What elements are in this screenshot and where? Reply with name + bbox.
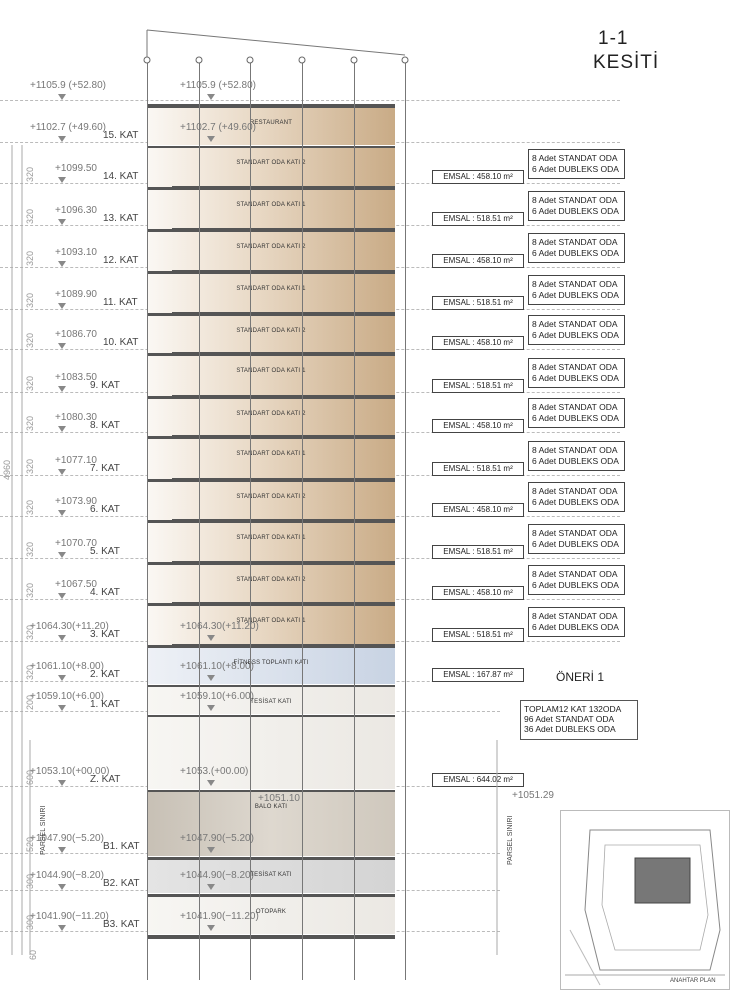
duplex-room-count: 6 Adet DUBLEKS ODA [532, 290, 619, 300]
floor-name: 5. KAT [90, 546, 120, 557]
totals-box [520, 700, 638, 740]
emsal-box: EMSAL : 458.10 m² [432, 586, 524, 600]
standard-room-count: 8 Adet STANDAT ODA [532, 569, 618, 579]
totals-line-1: TOPLAM12 KAT 132ODA [524, 704, 622, 714]
emsal-box: EMSAL : 518.51 m² [432, 212, 524, 226]
elevation-label: +1086.70 [55, 329, 97, 340]
floor-name: 7. KAT [90, 463, 120, 474]
floor-height-dim: 320 [25, 499, 35, 515]
floor-name: 4. KAT [90, 587, 120, 598]
standard-room-count: 8 Adet STANDAT ODA [532, 237, 618, 247]
elevation-label: +1067.50 [55, 579, 97, 590]
elevation-label: +1064.30(+11.20) [30, 621, 109, 632]
room-label: STANDART ODA KATI 1 [236, 618, 306, 624]
elevation-label-inner: +1061.10(+8.00) [180, 661, 254, 672]
elevation-label: +1093.10 [55, 247, 97, 258]
duplex-room-count: 6 Adet DUBLEKS ODA [532, 373, 619, 383]
parsel-left-label: PARSEL SINIRI [40, 805, 47, 855]
floor-name: B2. KAT [103, 878, 140, 889]
duplex-room-count: 6 Adet DUBLEKS ODA [532, 164, 619, 174]
floor-name: 14. KAT [103, 171, 139, 182]
standard-room-count: 8 Adet STANDAT ODA [532, 402, 618, 412]
floor-height-dim: 320 [25, 332, 35, 348]
elevation-label: +1080.30 [55, 412, 97, 423]
room-label: STANDART ODA KATI 1 [236, 451, 306, 457]
floor-height-dim: 320 [25, 250, 35, 266]
floor-name: 8. KAT [90, 420, 120, 431]
room-label: STANDART ODA KATI 2 [236, 244, 306, 250]
floor-name: B3. KAT [103, 919, 140, 930]
floor-height-dim: 520 [25, 836, 35, 852]
room-label: TESİSAT KATI [250, 872, 292, 878]
elev-right-mark: +1051.29 [512, 790, 554, 801]
floor-name: 12. KAT [103, 255, 139, 266]
elevation-label: +1053.10(+00.00) [30, 766, 110, 777]
emsal-box: EMSAL : 518.51 m² [432, 628, 524, 642]
duplex-room-count: 6 Adet DUBLEKS ODA [532, 248, 619, 258]
parsel-right-label: PARSEL SINIRI [507, 815, 514, 865]
floor-name: 2. KAT [90, 669, 120, 680]
elevation-label: +1044.90(−8.20) [30, 870, 104, 881]
duplex-room-count: 6 Adet DUBLEKS ODA [532, 497, 619, 507]
floor-height-dim: 320 [25, 415, 35, 431]
standard-room-count: 8 Adet STANDAT ODA [532, 445, 618, 455]
elevation-label: +1070.70 [55, 538, 97, 549]
floor-height-dim: 200 [25, 694, 35, 710]
title-text: KESİTİ [593, 52, 660, 73]
floor-height-dim: 320 [25, 582, 35, 598]
room-label: STANDART ODA KATI 1 [236, 368, 306, 374]
elevation-label: +1083.50 [55, 372, 97, 383]
standard-room-count: 8 Adet STANDAT ODA [532, 486, 618, 496]
elevation-label: +1105.9 (+52.80) [30, 80, 106, 91]
elevation-label: +1077.10 [55, 455, 97, 466]
totals-line-2: 96 Adet STANDAT ODA [524, 714, 615, 724]
duplex-room-count: 6 Adet DUBLEKS ODA [532, 580, 619, 590]
floor-name: 9. KAT [90, 380, 120, 391]
room-label: RESTAURANT [249, 120, 293, 126]
floor-height-dim: 320 [25, 292, 35, 308]
floor-height-dim: 320 [25, 541, 35, 557]
standard-room-count: 8 Adet STANDAT ODA [532, 611, 618, 621]
elevation-label: +1073.90 [55, 496, 97, 507]
floor-name: B1. KAT [103, 841, 140, 852]
emsal-box: EMSAL : 458.10 m² [432, 419, 524, 433]
duplex-room-count: 6 Adet DUBLEKS ODA [532, 206, 619, 216]
room-label: STANDART ODA KATI 1 [236, 535, 306, 541]
elevation-label-inner: +1102.7 (+49.60) [180, 122, 256, 133]
total-height-dim: 4960 [2, 459, 12, 480]
floor-height-dim: 320 [25, 375, 35, 391]
floor-name: Z. KAT [90, 774, 121, 785]
elevation-label: +1041.90(−11.20) [30, 911, 109, 922]
elevation-label: +1099.50 [55, 163, 97, 174]
floor-name: 10. KAT [103, 337, 139, 348]
floor-height-dim: 320 [25, 664, 35, 680]
standard-room-count: 8 Adet STANDAT ODA [532, 319, 618, 329]
emsal-box: EMSAL : 458.10 m² [432, 254, 524, 268]
elevation-label: +1059.10(+6.00) [30, 691, 104, 702]
totals-line-3: 36 Adet DUBLEKS ODA [524, 724, 616, 734]
key-plan-label: ANAHTAR PLAN [670, 978, 716, 984]
floor-name: 13. KAT [103, 213, 139, 224]
room-label: STANDART ODA KATI 1 [236, 202, 306, 208]
room-label: STANDART ODA KATI 2 [236, 494, 306, 500]
floor-name: 15. KAT [103, 130, 139, 141]
proposal-label: ÖNERİ 1 [556, 670, 605, 684]
elevation-label-inner: +1044.90(−8.20) [180, 870, 254, 881]
floor-name: 11. KAT [103, 297, 138, 308]
room-label: TESİSAT KATI [250, 699, 292, 705]
elev-mid-mark: +1051.10 [258, 793, 300, 804]
bottom-dim: 60 [28, 949, 38, 960]
room-label: STANDART ODA KATI 2 [236, 411, 306, 417]
duplex-room-count: 6 Adet DUBLEKS ODA [532, 330, 619, 340]
standard-room-count: 8 Adet STANDAT ODA [532, 153, 618, 163]
floor-height-dim: 320 [25, 208, 35, 224]
elevation-label: +1102.7 (+49.60) [30, 122, 106, 133]
emsal-box: EMSAL : 518.51 m² [432, 545, 524, 559]
room-label: BALO KATI [254, 804, 288, 810]
duplex-room-count: 6 Adet DUBLEKS ODA [532, 539, 619, 549]
duplex-room-count: 6 Adet DUBLEKS ODA [532, 622, 619, 632]
emsal-box: EMSAL : 518.51 m² [432, 379, 524, 393]
room-label: FİTNESS TOPLANTI KATI [233, 660, 309, 666]
emsal-box: EMSAL : 518.51 m² [432, 296, 524, 310]
floor-height-dim: 320 [25, 166, 35, 182]
elevation-label-inner: +1105.9 (+52.80) [180, 80, 256, 91]
elevation-label-inner: +1064.30(+11.20) [180, 621, 259, 632]
duplex-room-count: 6 Adet DUBLEKS ODA [532, 456, 619, 466]
floor-height-dim: 600 [25, 769, 35, 785]
room-label: STANDART ODA KATI 2 [236, 160, 306, 166]
elevation-label-inner: +1059.10(+6.00) [180, 691, 254, 702]
title-number: 1-1 [598, 28, 629, 49]
floor-name: 6. KAT [90, 504, 120, 515]
emsal-box: EMSAL : 167.87 m² [432, 668, 524, 682]
room-label: STANDART ODA KATI 2 [236, 328, 306, 334]
room-label: STANDART ODA KATI 1 [236, 286, 306, 292]
standard-room-count: 8 Adet STANDAT ODA [532, 279, 618, 289]
standard-room-count: 8 Adet STANDAT ODA [532, 195, 618, 205]
elevation-label: +1096.30 [55, 205, 97, 216]
emsal-box: EMSAL : 458.10 m² [432, 503, 524, 517]
floor-name: 3. KAT [90, 629, 120, 640]
room-label: OTOPARK [255, 909, 287, 915]
floor-height-dim: 300 [25, 914, 35, 930]
key-plan [560, 810, 730, 990]
emsal-box: EMSAL : 458.10 m² [432, 336, 524, 350]
emsal-box: EMSAL : 518.51 m² [432, 462, 524, 476]
elevation-label: +1061.10(+8.00) [30, 661, 104, 672]
elevation-label: +1047.90(−5.20) [30, 833, 104, 844]
standard-room-count: 8 Adet STANDAT ODA [532, 362, 618, 372]
elevation-label-inner: +1041.90(−11.20) [180, 911, 259, 922]
elevation-label-inner: +1047.90(−5.20) [180, 833, 254, 844]
standard-room-count: 8 Adet STANDAT ODA [532, 528, 618, 538]
floor-height-dim: 320 [25, 458, 35, 474]
room-label: STANDART ODA KATI 2 [236, 577, 306, 583]
emsal-box: EMSAL : 458.10 m² [432, 170, 524, 184]
elevation-label: +1089.90 [55, 289, 97, 300]
emsal-box: EMSAL : 644.02 m² [432, 773, 524, 787]
floor-height-dim: 320 [25, 624, 35, 640]
elevation-label-inner: +1053.(+00.00) [180, 766, 249, 777]
floor-height-dim: 300 [25, 873, 35, 889]
duplex-room-count: 6 Adet DUBLEKS ODA [532, 413, 619, 423]
floor-name: 1. KAT [90, 699, 120, 710]
